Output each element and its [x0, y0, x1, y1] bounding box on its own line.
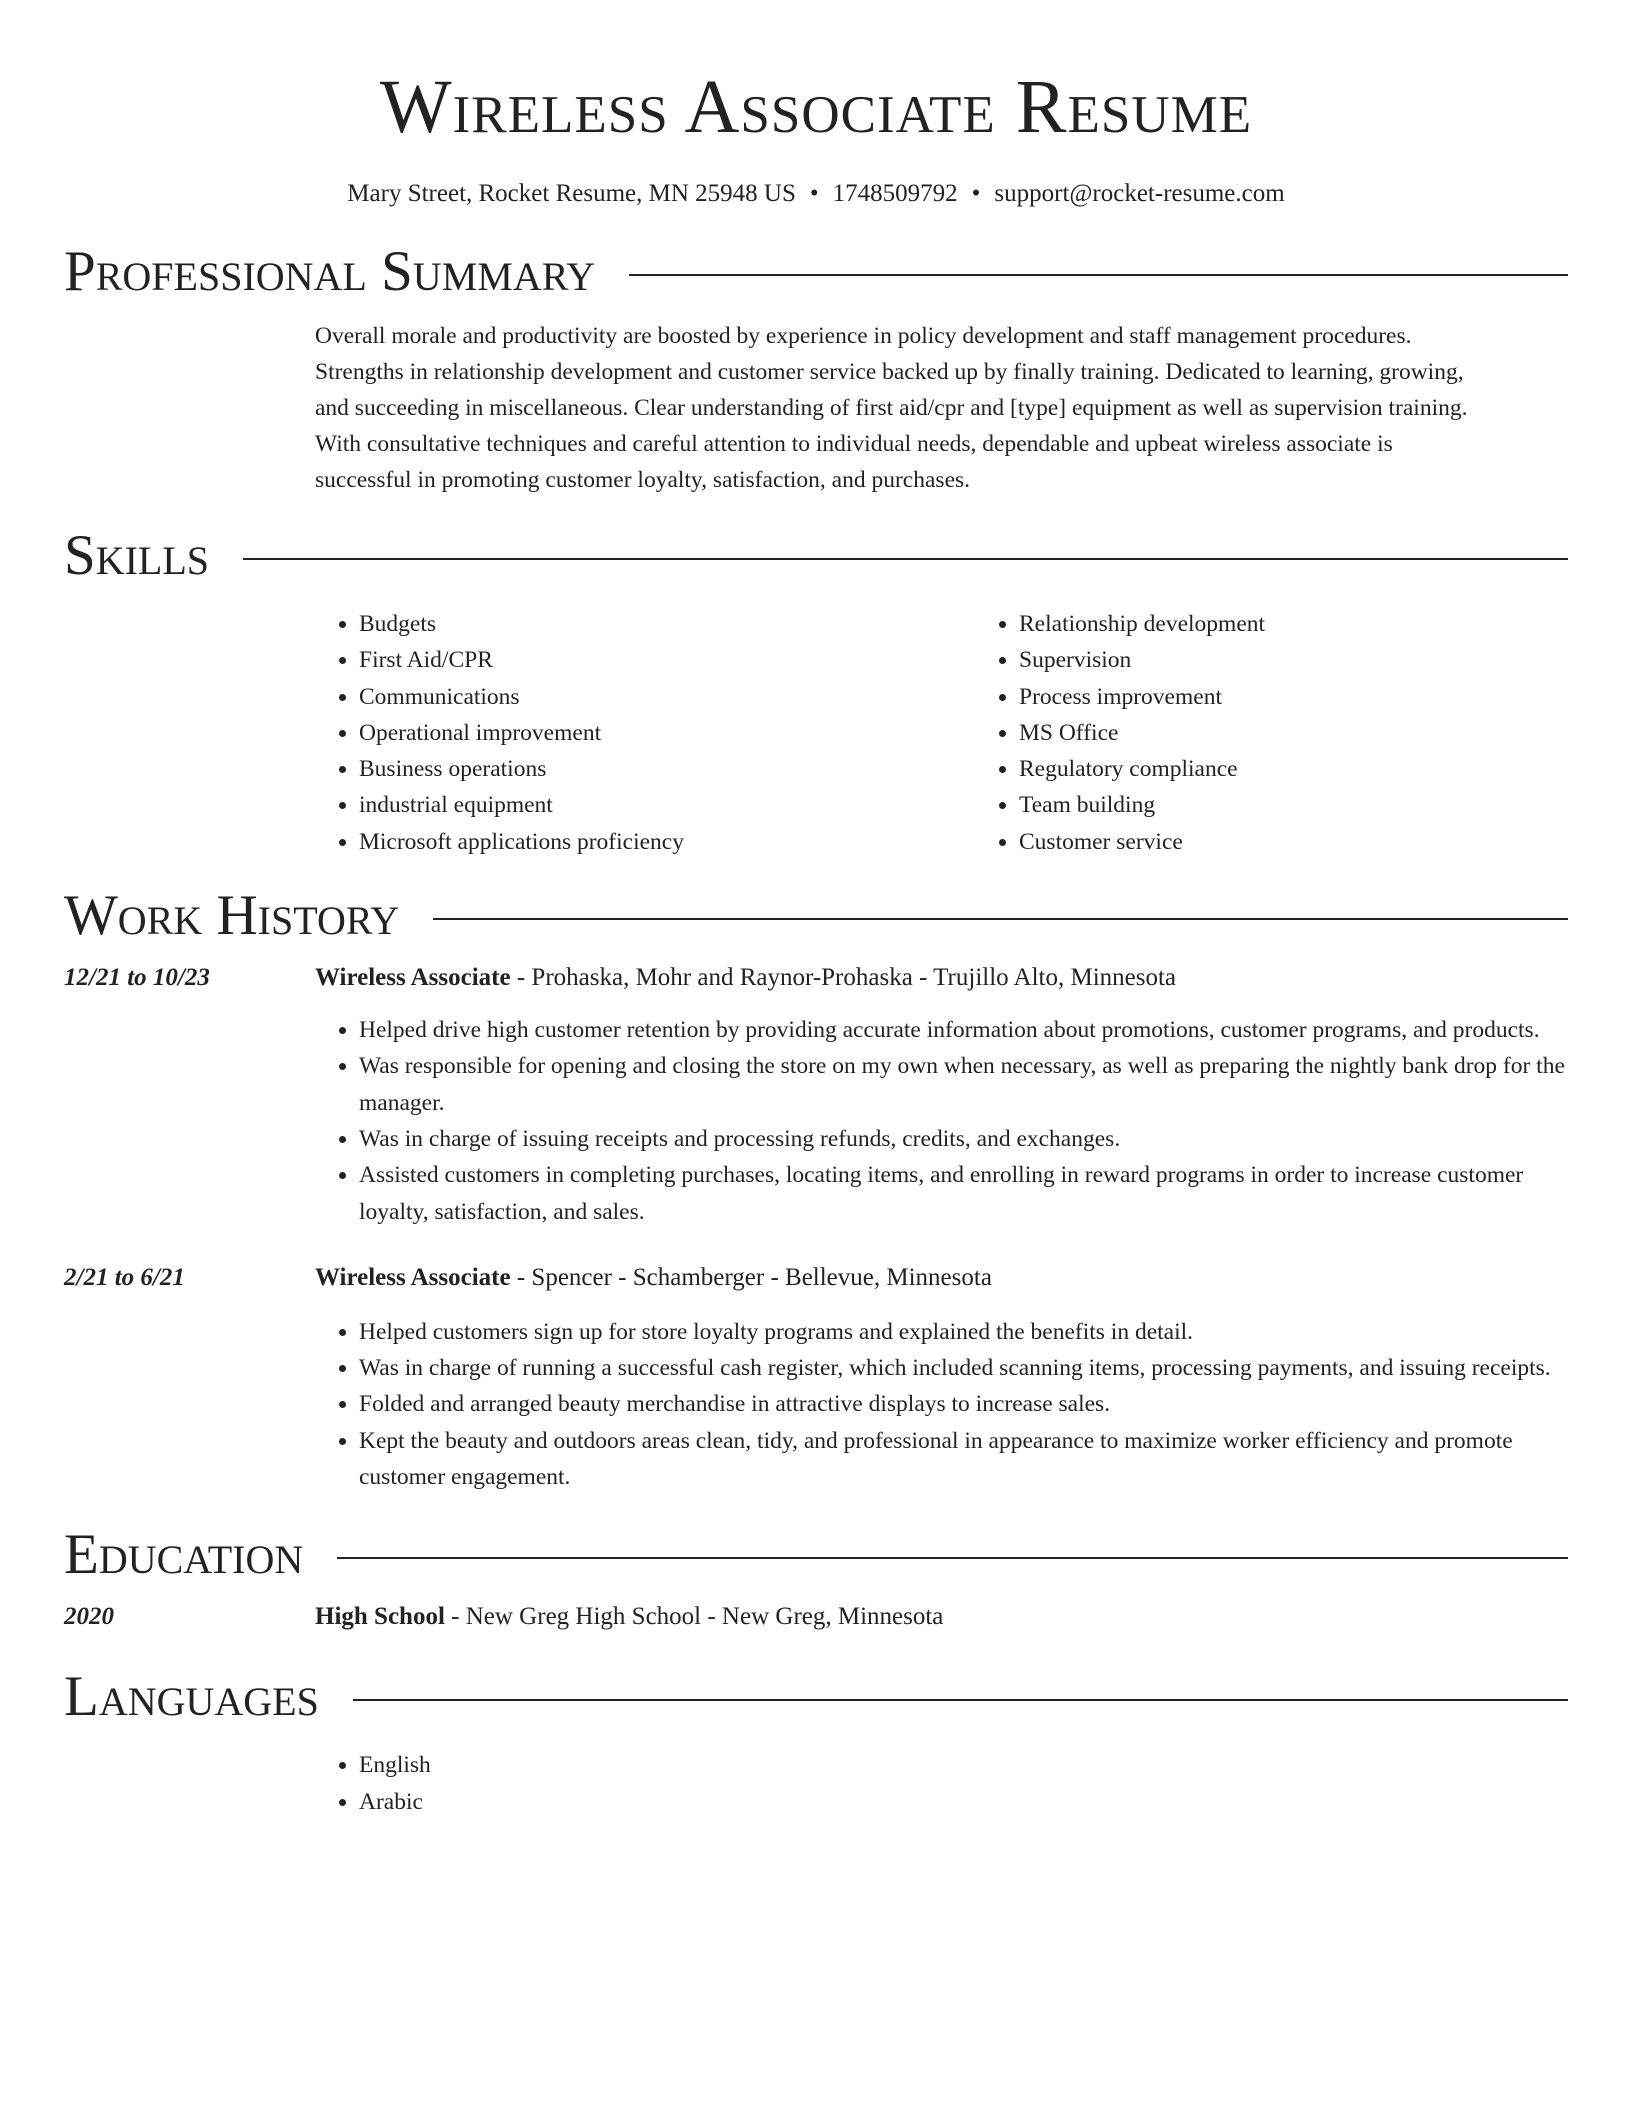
job-dates: 12/21 to 10/23 — [64, 964, 210, 992]
job-bullets — [315, 1314, 1568, 1495]
skills-left-spacer — [64, 606, 315, 860]
skills-grid — [315, 606, 1632, 860]
languages-list — [315, 1747, 1568, 1820]
skill-item: • Budgets — [359, 606, 975, 642]
summary-line: successful in promoting customer loyalty, satisfaction, and purchases. — [315, 467, 971, 493]
skills-section-header — [64, 524, 1568, 588]
skill-item: • Operational improvement — [359, 715, 975, 751]
education-degree: High School — [315, 1603, 445, 1631]
skill-item: • Customer service — [1019, 824, 1632, 860]
job-bullets — [315, 1012, 1568, 1230]
languages-section-header — [64, 1665, 1568, 1729]
job-bullets-row — [64, 1314, 1568, 1495]
job-header — [64, 1260, 1568, 1296]
job-title-line — [315, 1260, 1568, 1296]
skill-item: • Process improvement — [1019, 679, 1632, 715]
skills-list-right — [975, 606, 1632, 860]
resume-page — [64, 0, 1568, 1820]
summary-text — [315, 318, 1568, 498]
skill-item: • Relationship development — [1019, 606, 1632, 642]
skill-item: • Supervision — [1019, 642, 1632, 678]
job-title: Wireless Associate — [315, 1263, 511, 1291]
summary-line: With consultative techniques and careful attention to individual needs, dependable and upbeat wireless associate is — [315, 431, 1393, 457]
section-divider — [337, 1557, 1568, 1559]
job-title-line — [315, 960, 1568, 996]
contact-email: support@rocket-resume.com — [994, 180, 1285, 207]
language-item: • English — [359, 1747, 1568, 1783]
languages-left-spacer — [64, 1747, 315, 1820]
job-entry — [64, 960, 1568, 1230]
contact-address: Mary Street, Rocket Resume, MN 25948 US — [347, 180, 796, 207]
section-divider — [629, 274, 1568, 276]
job-employer: - Prohaska, Mohr and Raynor-Prohaska - Trujillo Alto, Minnesota — [510, 964, 1177, 992]
education-entry — [64, 1599, 1568, 1635]
summary-left-spacer — [64, 318, 315, 498]
summary-line: and succeeding in miscellaneous. Clear understanding of first aid/cpr and [type] equipment as well as supervision training. — [315, 395, 1468, 421]
section-divider — [353, 1699, 1568, 1701]
resume-title: Wireless Associate Resume — [379, 65, 1253, 149]
job-duty: • Was in charge of issuing receipts and processing refunds, credits, and exchanges. — [359, 1121, 1568, 1157]
job-duty: • Helped drive high customer retention by providing accurate information about promotions, customer programs, and products. — [359, 1012, 1568, 1048]
job-duty: • Kept the beauty and outdoors areas clean, tidy, and professional in appearance to maximize worker efficiency and promote customer engagement. — [359, 1423, 1568, 1496]
education-heading: Education — [64, 1523, 304, 1587]
job-dates: 2/21 to 6/21 — [64, 1263, 185, 1291]
languages-row — [64, 1747, 1568, 1820]
skills-row — [64, 606, 1568, 860]
summary-line: Overall morale and productivity are boosted by experience in policy development and staff management procedures. — [315, 323, 1412, 349]
skill-item: • Business operations — [359, 751, 975, 787]
education-line — [315, 1599, 1568, 1635]
job-duties-list — [315, 1314, 1568, 1495]
contact-phone: 1748509792 — [832, 180, 958, 207]
language-item: • Arabic — [359, 1784, 1568, 1820]
job-left-spacer — [64, 1314, 315, 1495]
job-title: Wireless Associate — [315, 964, 511, 992]
skill-item: • Team building — [1019, 787, 1632, 823]
job-entry — [64, 1260, 1568, 1495]
education-school: - New Greg High School - New Greg, Minnesota — [444, 1603, 944, 1631]
skills-list-left — [315, 606, 975, 860]
skill-item: • industrial equipment — [359, 787, 975, 823]
summary-section-header — [64, 240, 1568, 304]
job-duty: • Helped customers sign up for store loyalty programs and explained the benefits in detail. — [359, 1314, 1568, 1350]
job-left-spacer — [64, 1012, 315, 1230]
job-duty: • Folded and arranged beauty merchandise in attractive displays to increase sales. — [359, 1386, 1568, 1422]
skill-item: • Regulatory compliance — [1019, 751, 1632, 787]
summary-row — [64, 318, 1568, 498]
summary-heading: Professional Summary — [64, 240, 596, 303]
skills-heading: Skills — [64, 524, 210, 587]
work-heading: Work History — [64, 884, 400, 948]
skill-item: • MS Office — [1019, 715, 1632, 751]
languages-list-wrap — [315, 1747, 1568, 1820]
section-divider — [433, 918, 1568, 920]
section-divider — [243, 558, 1568, 560]
languages-heading: Languages — [64, 1665, 319, 1729]
skill-item: • First Aid/CPR — [359, 642, 975, 678]
education-year: 2020 — [64, 1603, 114, 1631]
job-duties-list — [315, 1012, 1568, 1230]
skill-item: • Communications — [359, 679, 975, 715]
contact-separator: • — [971, 180, 981, 207]
contact-line — [64, 178, 1568, 210]
job-duty: • Was in charge of running a successful cash register, which included scanning items, processing payments, and issuing receipts. — [359, 1350, 1568, 1386]
education-section-header — [64, 1523, 1568, 1587]
skill-item: • Microsoft applications proficiency — [359, 824, 975, 860]
job-duty: • Assisted customers in completing purchases, locating items, and enrolling in reward programs in order to increase customer loyalty, satisfaction, and sales. — [359, 1157, 1568, 1230]
summary-line: Strengths in relationship development and customer service backed up by finally training. Dedicated to learning, growing, — [315, 359, 1464, 385]
job-duty: • Was responsible for opening and closing the store on my own when necessary, as well as preparing the nightly bank drop for the manager. — [359, 1048, 1568, 1121]
job-bullets-row — [64, 1012, 1568, 1230]
job-header — [64, 960, 1568, 996]
contact-separator: • — [809, 180, 819, 207]
job-employer: - Spencer - Schamberger - Bellevue, Minnesota — [510, 1263, 992, 1291]
work-section-header — [64, 884, 1568, 948]
